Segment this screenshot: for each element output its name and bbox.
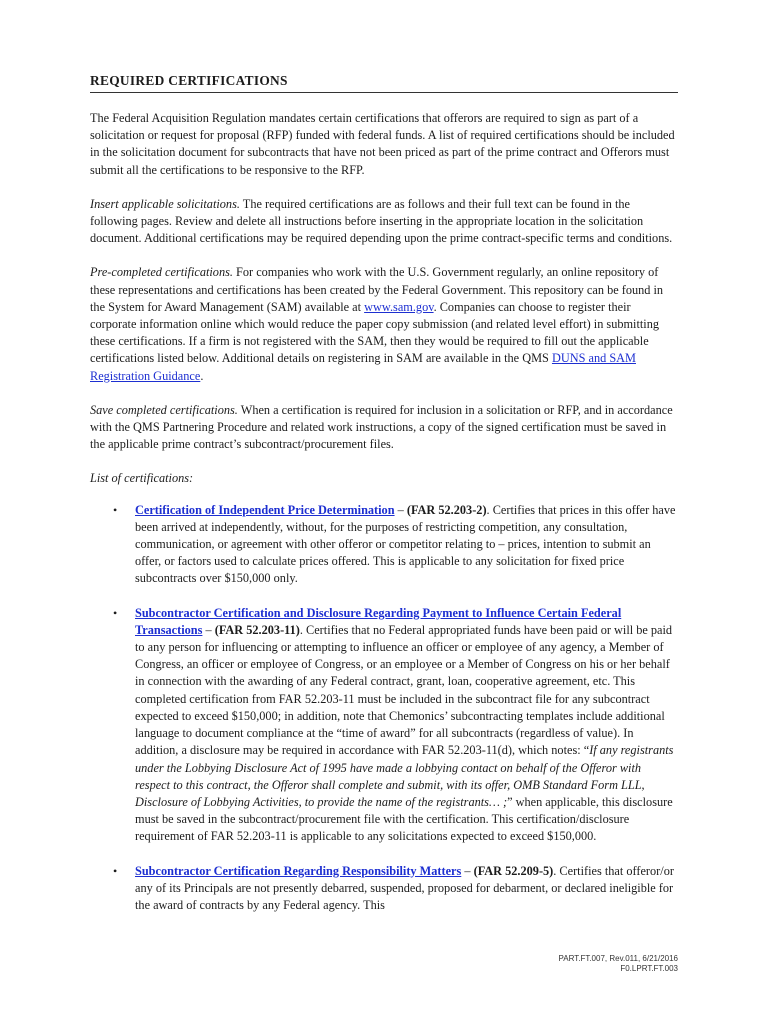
insert-paragraph [90, 196, 678, 248]
list-item [90, 605, 678, 846]
bullet-icon: • [113, 605, 118, 620]
list-item [90, 502, 678, 588]
title-underline [90, 92, 678, 93]
certification-list [90, 502, 678, 914]
save-paragraph [90, 402, 678, 454]
save-text: When a certification is required for inclusion in a solicitation or RFP, and in accordance with the QMS Partnering Procedure and related work instructions, a copy of the signed certification must be saved in the applicable prime contract’s subcontract/procurement files. [90, 402, 673, 452]
dash: – [202, 622, 215, 637]
independent-price-link[interactable]: Certification of Independent Price Determination [135, 502, 395, 517]
far-reference: (FAR 52.203-11) [214, 622, 300, 637]
document-page [90, 72, 678, 914]
duns-sam-guidance-link[interactable]: DUNS and SAM Registration Guidance [90, 351, 636, 383]
page-title: REQUIRED CERTIFICATIONS [90, 73, 288, 88]
footer-revision: PART.FT.007, Rev.011, 6/21/2016 [558, 954, 678, 963]
insert-text: The required certifications are as follows and their full text can be found in the following pages. Review and delete all instructions before inserting in the appropriate location in the solicitation document. Additional certifications may be required depending upon the prime contract-specific terms and conditions. [90, 196, 673, 246]
sam-gov-link[interactable]: www.sam.gov [364, 299, 434, 314]
save-lead: Save completed certifications. [90, 402, 238, 417]
certification-description-continued: ” when applicable, this disclosure must be saved in the subcontract/procurement file with the certification. This certification/disclosure requirement of FAR 52.203-11 is applicable to any solicitations expected to exceed $150,000. [135, 794, 673, 844]
certification-description: . Certifies that offeror/or any of its Principals are not presently debarred, suspended, proposed for debarment, or declared ineligible for the award of contracts by any Federal agency. This [135, 863, 674, 912]
precompleted-text-1: For companies who work with the U.S. Government regularly, an online repository of these representations and certifications has been created by the Federal Government. This repository can be found in the System for Award Management (SAM) available at [90, 265, 664, 314]
precompleted-text-3: . [200, 368, 204, 383]
precompleted-text-2: . Companies can choose to register their corporate information online which would reduce the paper copy submission (and related level effort) in submitting these certifications. If a firm is not registered with the SAM, then they would be required to fill out the applicable certifications listed below. Additional details on registering in SAM are available in the QMS [90, 299, 660, 366]
bullet-icon: • [113, 502, 118, 517]
bullet-icon: • [113, 863, 118, 878]
list-label: List of certifications: [90, 471, 194, 486]
far-reference: (FAR 52.209-5) [473, 863, 554, 878]
intro-paragraph: The Federal Acquisition Regulation mandates certain certifications that offerors are required to sign as part of a solicitation or request for proposal (RFP) funded with federal funds. A list of required certifications should be included in the solicitation document for subcontracts that have not been priced as part of the prime contract and Offerors must submit all the certifications to be responsive to the RFP. [90, 111, 675, 177]
far-reference: (FAR 52.203-2) [406, 502, 487, 517]
insert-lead: Insert applicable solicitations. [90, 196, 240, 211]
dash: – [394, 502, 407, 517]
list-item [90, 863, 678, 915]
lobbying-quote: If any registrants under the Lobbying Disclosure Act of 1995 have made a lobbying contact on behalf of the Offeror with respect to this contract, the Offeror shall complete and submit, with its offer, OMB Standard Form LLL, Disclosure of Lobbying Activities, to provide the name of the registrants… ; [135, 743, 674, 809]
responsibility-matters-link[interactable]: Subcontractor Certification Regarding Responsibility Matters [135, 863, 462, 878]
precompleted-lead: Pre-completed certifications. [90, 265, 233, 280]
precompleted-paragraph [90, 264, 678, 384]
footer-form-id: F0.LPRT.FT.003 [620, 964, 678, 973]
document-footer [559, 954, 678, 974]
certification-description: . Certifies that no Federal appropriated funds have been paid or will be paid to any person for influencing or attempting to influence an officer or employee of any agency, a Member of Congress, an officer or employee of Congress, or an employee or a Member of Congress on his or her behalf in connection with the awarding of any Federal contract, grant, loan, cooperative agreement, etc. This completed certification from FAR 52.203-11 must be included in the subcontract file for any subcontract expected to exceed $150,000; in addition, note that Chemonics’ subcontracting templates include additional language to document compliance at the “time of award” for all subcontracts (regardless of value). In addition, a disclosure may be required in accordance with FAR 52.203-11(d), which notes: “ [135, 622, 673, 758]
influence-disclosure-link[interactable]: Subcontractor Certification and Disclosure Regarding Payment to Influence Certain Federal Transactions [135, 605, 622, 637]
dash: – [461, 863, 474, 878]
certification-description: . Certifies that prices in this offer have been arrived at independently, without, for the purposes of restricting competition, any consultation, communication, or agreement with other offeror or competitor relating to – prices, intention to submit an offer, or factors used to calculate prices offered. This is applicable to any solicitation for fixed price subcontracts over $150,000 only. [135, 502, 676, 586]
